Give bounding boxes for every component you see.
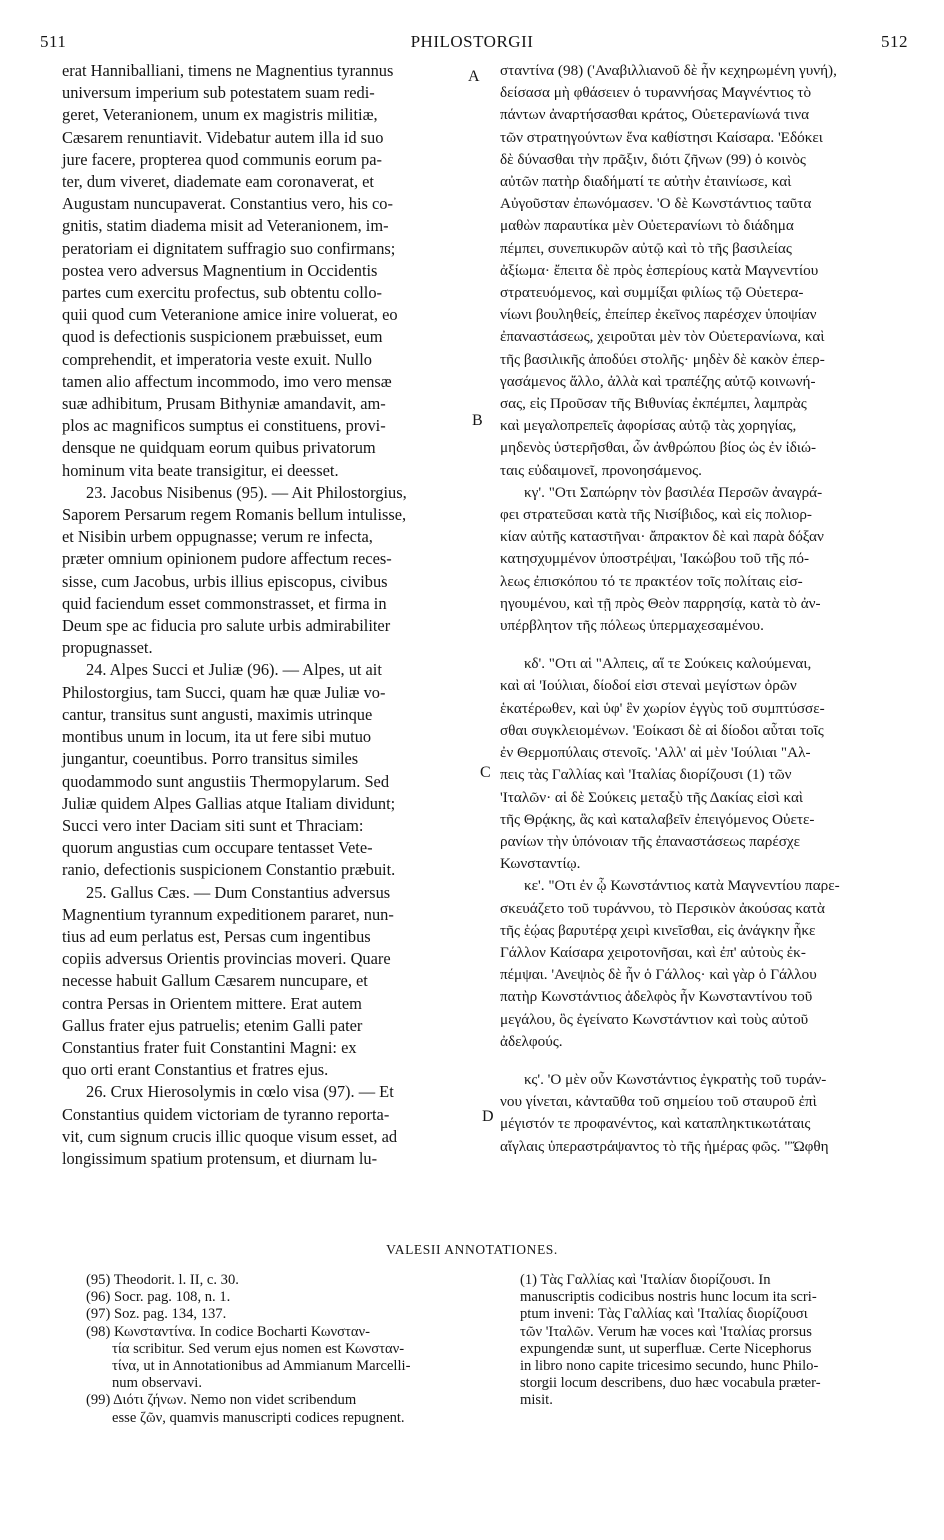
margin-letter-d: D	[482, 1108, 494, 1125]
latin-text-line: comprehendit, et imperatoria veste exuit. Nullo	[62, 349, 372, 369]
latin-text-line: erat Hanniballiani, timens ne Magnentius tyrannus	[62, 61, 394, 80]
greek-text-line: νίωνι βουληθείς, ἐπείπερ ἐκεῖνος παρέσχεν ὑποψίαν	[500, 306, 817, 324]
latin-text-line: hominum vita beate transigitur, ei deesset.	[62, 460, 339, 480]
latin-text-line: tius ad eum perlatus est, Persas cum ingentibus	[62, 926, 371, 946]
latin-text-line: gnitis, statim diadema misit ad Veteranionem, im-	[62, 216, 389, 236]
footnote-line: num observavi.	[112, 1375, 202, 1392]
latin-text-line: Constantius quidem victoriam de tyranno reporta-	[62, 1104, 390, 1124]
latin-text-line: quod is defectionis suspicionem præbuisset, eum	[62, 327, 383, 347]
footnote-line: (98) Κωνσταντίνα. In codice Bocharti Κωνσταν-	[86, 1323, 370, 1340]
greek-text-line: κδ'. "Οτι αἱ "Αλπεις, αἵ τε Σούκεις καλούμεναι,	[524, 655, 812, 673]
footnote-line: τίνα, ut in Annotationibus ad Ammianum Marcelli-	[112, 1358, 411, 1375]
latin-text-line: densque ne quidquam eorum quibus privatorum	[62, 438, 376, 458]
latin-text-line: contra Persas in Orientem mittere. Erat autem	[62, 993, 362, 1013]
latin-text-line: plos ac magnificos sumptus ei constituens, provi-	[62, 416, 386, 436]
margin-letter-a: A	[468, 68, 480, 85]
latin-text-line: copiis adversus Orientis provincias moveri. Quare	[62, 949, 391, 969]
footnote-line: ptum inveni: Τὰς Γαλλίας καὶ 'Ιταλίας διορίζουσι	[520, 1306, 808, 1323]
greek-text-line: σας, εἰς Προῦσαν τῆς Βιθυνίας ἐκπέμπει, λαμπρὰς	[500, 395, 807, 413]
greek-text-line: ἐπαναστάσεως, χειροῦται μὲν τὸν Οὐετερανίωνα, καὶ	[500, 328, 825, 346]
greek-text-line: κγ'. "Οτι Σαπώρην τὸν βασιλέα Περσῶν ἀναγρά-	[524, 483, 823, 501]
greek-text-line: στρατευόμενος, καὶ συμμίξαι φιλίως τῷ Οὐετερα-	[500, 284, 804, 302]
latin-text-line: 25. Gallus Cæs. — Dum Constantius adversus	[86, 882, 391, 902]
latin-text-line: quodammodo sunt angustiis Thermopylarum. Sed	[62, 771, 390, 791]
greek-text-line: ρανίων τὴν ὑπόνοιαν τῆς ἐπαναστάσεως παρέσχε	[500, 832, 800, 850]
latin-text-line: jure facere, propterea quod communis eorum pa-	[62, 149, 382, 169]
greek-text-line: ἐν Θερμοπύλαις στενοῖς. 'Αλλ' αἱ μὲν 'Ιούλιαι "Αλ-	[500, 744, 811, 762]
footnote-line: esse ζῶν, quamvis manuscripti codices repugnent.	[112, 1409, 405, 1426]
latin-text-line: quo orti erant Constantius et fratres ejus.	[62, 1060, 329, 1080]
footnotes-left	[86, 1272, 486, 1427]
latin-text-line: peratoriam ei dignitatem suffragio suo confirmans;	[62, 238, 396, 258]
footnote-line: (1) Τὰς Γαλλίας καὶ 'Ιταλίαν διορίζουσι. In	[520, 1272, 771, 1288]
greek-text-line: ηγουμένου, καὶ τῇ πρὸς Θεὸν παρρησίᾳ, κατὰ τὸ ἀν-	[500, 594, 821, 612]
greek-text-line: ταις εὐδαιμονεῖ, προνοησάμενος.	[500, 461, 702, 479]
greek-text-line: σκευάζετο τοῦ τυράννου, τὸ Περσικὸν ἀκούσας κατὰ	[500, 899, 825, 917]
greek-text-line: τῆς βασιλικῆς ἀποδύει στολῆς· μηδὲν δὲ κακὸν ἐπερ-	[500, 350, 825, 368]
latin-text-line: Juliæ quidem Alpes Gallias atque Italiam dividunt;	[62, 793, 396, 813]
latin-text-line: quorum angustias cum occupare tentasset Vete-	[62, 838, 373, 858]
latin-text-line: Magnentium tyrannum expeditionem pararet, nun-	[62, 904, 394, 924]
latin-text-line: montibus unum in locum, ita ut fere sibi mutuo	[62, 727, 372, 747]
margin-letter-b: B	[472, 412, 483, 429]
latin-text-line: postea vero adversus Magnentium in Occidentis	[62, 260, 378, 280]
greek-text-line: υπέρβλητον τῆς πόλεως ὑπερμαχεσαμένου.	[500, 617, 764, 635]
latin-text-line: et Nisibin urbem oppugnasse; verum re infecta,	[62, 527, 373, 547]
margin-letter-c: C	[480, 764, 491, 781]
footnote-line: τία scribitur. Sed verum ejus nomen est Κωνσταν-	[112, 1340, 405, 1357]
greek-text-line: μηδενὸς ὑστερῆσθαι, ὧν ἀνθρώπου βίος ὡς ἐν ἰδιώ-	[500, 439, 817, 457]
latin-text-line: cantur, transitus sunt angusti, maximis utrinque	[62, 704, 373, 724]
greek-text-line: ἀξίωμα· ἔπειτα δὲ πρὸς ἑσπερίους κατὰ Μαγνεντίου	[500, 261, 819, 279]
latin-text-line: propugnasset.	[62, 638, 153, 658]
greek-text-line: φει στρατεῦσαι κατὰ τῆς Νισίβιδος, καὶ εἰς πολιορ-	[500, 506, 812, 524]
annotations-title: VALESII ANNOTATIONES.	[386, 1242, 558, 1257]
footnotes-right	[520, 1272, 920, 1410]
latin-text-line: quii quod cum Veteranione amice inire voluerat, eo	[62, 305, 398, 325]
latin-text-line: quid faciendum esset commonstrasset, et firma in	[62, 593, 387, 613]
greek-text-line: καὶ αἱ 'Ιούλιαι, δίοδοί εἰσι στεναὶ μεγίστων ὀρῶν	[500, 677, 797, 695]
footnote-line: storgii locum describens, duo hæc vocabula præter-	[520, 1375, 821, 1392]
greek-text-line: πάντων ἀναρτήσασθαι κράτος, Οὐετερανίωνά τινα	[500, 106, 810, 124]
latin-text-line: Augustam nuncupaverat. Constantius vero, his co-	[62, 194, 393, 214]
greek-text-line: ἀδελφούς.	[500, 1032, 563, 1050]
greek-text-line: τῆς Θρᾴκης, ἃς καὶ καταλαβεῖν ἐπειγόμενος Οὐετε-	[500, 810, 815, 828]
greek-text-line: μεγάλου, ὃς ἐγείνατο Κωνστάντιον καὶ τοὺς αὐτοῦ	[500, 1010, 809, 1028]
footnote-line: (97) Soz. pag. 134, 137.	[86, 1306, 227, 1323]
paragraph-gap	[500, 637, 908, 653]
greek-text-line: 'Ιταλῶν· αἱ δὲ Σούκεις μεταξὺ τῆς Δακίας εἰσὶ καὶ	[500, 788, 804, 806]
latin-text-line: Cæsarem renuntiavit. Videbatur autem illa id suo	[62, 127, 384, 147]
latin-text-line: Constantius frater fuit Constantini Magni: ex	[62, 1037, 357, 1057]
footnote-line: τῶν 'Ιταλῶν. Verum hæ voces καὶ 'Ιταλίας prorsus	[520, 1323, 812, 1340]
greek-text-line: κατησχυμμένον ὑποστρέψαι, 'Ιακώβου τοῦ τῆς πό-	[500, 550, 810, 568]
latin-text-line: suæ adhibitum, Prusam Bithyniæ amandavit, am-	[62, 394, 386, 414]
latin-text-line: præter omnium opinionem pudore affectum reces-	[62, 549, 392, 569]
greek-text-column	[500, 60, 908, 1158]
greek-text-line: ἑκατέρωθεν, καὶ ὑφ' ἓν χωρίον ἐγγὺς τοῦ συμπτύσσε-	[500, 699, 825, 717]
greek-text-line: κς'. 'Ο μὲν οὖν Κωνστάντιος ἐγκρατὴς τοῦ τυράν-	[524, 1070, 827, 1088]
latin-text-line: Succi vero inter Daciam siti sunt et Thraciam:	[62, 815, 364, 835]
latin-text-line: necesse habuit Gallum Cæsarem nuncupare, et	[62, 971, 368, 991]
greek-text-line: Γάλλον Καίσαρα χειροτονῆσαι, καὶ ἐπ' αὐτοὺς ἐκ-	[500, 943, 806, 961]
footnote-line: expungendæ sunt, ut superfluæ. Certe Nicephorus	[520, 1340, 812, 1357]
latin-text-line: tamen alio affectum incommodo, imo vero mensæ	[62, 371, 392, 391]
footnote-line: (95) Theodorit. l. II, c. 30.	[86, 1272, 239, 1288]
greek-text-line: νου γίνεται, κἀνταῦθα τοῦ σημείου τοῦ σταυροῦ ἐπὶ	[500, 1093, 817, 1111]
running-title: PHILOSTORGII	[410, 32, 534, 51]
greek-text-line: μέγιστόν τε προφανέντος, καὶ καταπληκτικωτάταις	[500, 1115, 811, 1133]
footnote-line: (99) Διότι ζήνων. Nemo non videt scribendum	[86, 1392, 357, 1409]
greek-text-line: πέμπει, συνεπικυρῶν αὐτῷ καὶ τὸ τῆς βασιλείας	[500, 239, 792, 257]
page-number-right: 512	[881, 32, 908, 51]
greek-text-line: αὐτῶν πατὴρ διαδήματί τε αὐτὴν ἐταινίωσε, καὶ	[500, 173, 792, 191]
greek-text-line: σταντίνα (98) ('Αναβιλλιανοῦ δὲ ἦν κεχηρωμένη γυνή),	[500, 62, 837, 79]
greek-text-line: τῆς ἑῴας βαρυτέρᾳ χειρὶ κινεῖσθαι, εἰς ἀνάγκην ἧκε	[500, 921, 816, 939]
latin-text-line: Philostorgius, tam Succi, quam hæ quæ Juliæ vo-	[62, 682, 386, 702]
greek-text-line: μαθὼν παραυτίκα μὲν Οὐετερανίωνι τὸ διάδημα	[500, 217, 794, 235]
latin-text-line: Saporem Persarum regem Romanis bellum intulisse,	[62, 505, 407, 525]
greek-text-line: κίαν αὐτῆς καταστῆναι· ἄπρακτον δὲ καὶ παρὰ δόξαν	[500, 528, 824, 546]
latin-text-line: universum imperium sub potestatem suam redi-	[62, 83, 375, 103]
footnote-line: misit.	[520, 1392, 553, 1409]
greek-text-line: καὶ μεγαλοπρεπεῖς ἀφορίσας αὐτῷ τὰς χορηγίας,	[500, 417, 797, 435]
latin-text-line: partes cum exercitu profectus, sub obtentu collo-	[62, 283, 382, 303]
latin-text-line: Gallus frater ejus patruelis; etenim Galli pater	[62, 1015, 363, 1035]
greek-text-line: τῶν στρατηγούντων ἕνα καθίστησι Καίσαρα. 'Εδόκει	[500, 128, 823, 146]
greek-text-line: πατὴρ Κωνστάντιος ἀδελφὸς ἦν Κωνσταντίνου τοῦ	[500, 988, 813, 1006]
greek-text-line: δείσασα μὴ φθάσειεν ὁ τυραννήσας Μαγνέντιος τὸ	[500, 84, 812, 102]
latin-text-line: 26. Crux Hierosolymis in cœlo visa (97). — Et	[86, 1082, 394, 1102]
latin-text-line: sisse, cum Jacobus, urbis illius episcopus, civibus	[62, 571, 388, 591]
greek-text-line: λεως ἐπισκόπου τό τε πρακτέον τοῖς πολίταις εἰσ-	[500, 572, 803, 590]
greek-text-line: πεις τὰς Γαλλίας καὶ 'Ιταλίας διορίζουσι (1) τῶν	[500, 766, 792, 784]
greek-text-line: Αὐγοῦσταν ἐπωνόμασεν. 'Ο δὲ Κωνστάντιος ταῦτα	[500, 195, 812, 213]
greek-text-line: γασάμενος ἄλλο, ἀλλὰ καὶ τραπέζης αὐτῷ κοινωνή-	[500, 372, 816, 390]
greek-text-line: Κωνσταντίῳ.	[500, 855, 581, 873]
footnote-line: (96) Socr. pag. 108, n. 1.	[86, 1289, 231, 1306]
latin-text-line: longissimum spatium protensum, et diurnam lu-	[62, 1148, 378, 1168]
latin-text-line: jungantur, coeuntibus. Porro transitus similes	[62, 749, 359, 769]
latin-text-line: 23. Jacobus Nisibenus (95). — Ait Philostorgius,	[86, 482, 407, 502]
paragraph-gap	[500, 1053, 908, 1069]
latin-text-column	[62, 60, 474, 1170]
latin-text-line: Deum spe ac fiducia pro salute urbis admirabiliter	[62, 616, 391, 636]
latin-text-line: ter, dum viveret, diademate eam coronaverat, et	[62, 172, 374, 192]
greek-text-line: πέμψαι. 'Ανεψιὸς δὲ ἦν ὁ Γάλλος· καὶ γὰρ ὁ Γάλλου	[500, 966, 817, 984]
greek-text-line: αἴγλαις ὑπεραστράψαντος τὸ τῆς ἡμέρας φῶς. "Ὤφθη	[500, 1137, 829, 1155]
latin-text-line: ranio, defectionis suspicionem Constantio præbuit.	[62, 860, 396, 880]
greek-text-line: κε'. "Οτι ἐν ᾧ Κωνστάντιος κατὰ Μαγνεντίου παρε-	[524, 877, 840, 895]
latin-text-line: 24. Alpes Succi et Juliæ (96). — Alpes, ut ait	[86, 660, 382, 680]
page-number-left: 511	[40, 32, 67, 51]
greek-text-line: δὲ δύνασθαι τὴν πρᾶξιν, διότι ζῆνων (99) ὁ κοινὸς	[500, 150, 806, 168]
footnote-line: manuscriptis codicibus nostris hunc locum ita scri-	[520, 1289, 817, 1306]
footnote-line: in libro nono capite tricesimo secundo, hunc Philo-	[520, 1358, 819, 1375]
latin-text-line: geret, Veteranionem, unum ex magistris militiæ,	[62, 105, 378, 125]
latin-text-line: vit, cum signum crucis illic quoque visum esset, ad	[62, 1126, 398, 1146]
greek-text-line: σθαι συγκλειομένων. 'Εοίκασι δὲ αἱ δίοδοι αὗται τοῖς	[500, 721, 824, 739]
